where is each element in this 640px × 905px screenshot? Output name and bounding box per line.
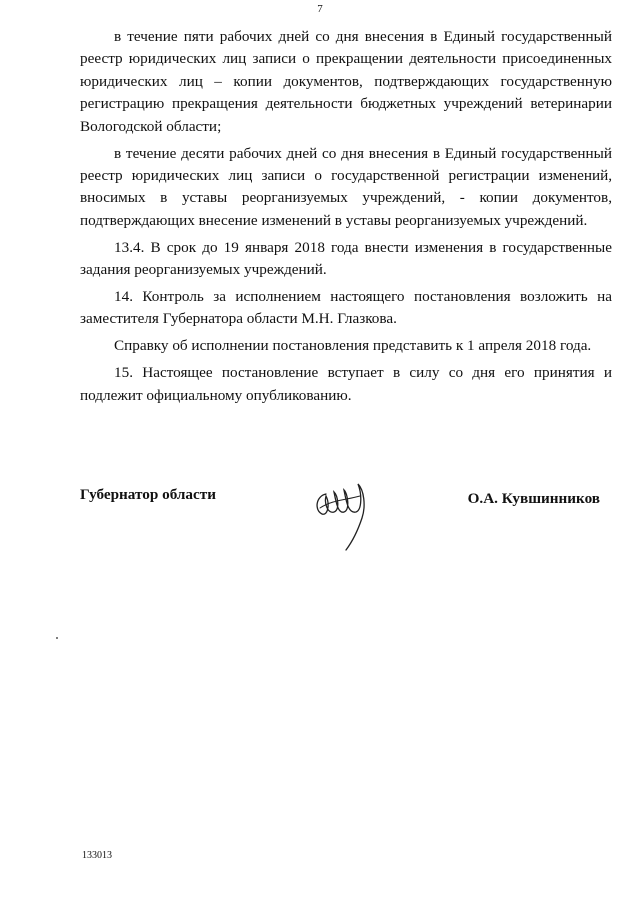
signature-block <box>80 484 600 564</box>
document-body <box>80 26 612 412</box>
paragraph-13-4: 13.4. В срок до 19 января 2018 года внести изменения в государственные задания реорганизуемых учреждений. <box>80 238 612 279</box>
page-number: 7 <box>317 3 323 15</box>
handwritten-signature-icon <box>312 470 382 552</box>
paragraph-registration-changes: в течение десяти рабочих дней со дня внесения в Единый государственный реестр юридических лиц записи о государственной регистрации изменений, вносимых в уставы реорганизуемых учреждений, - копии документов, подтверждающих внесение изменений в уставы реорганизуемых учреждений. <box>80 144 612 229</box>
signatory-title: Губернатор области <box>80 486 216 503</box>
document-code: 133013 <box>82 850 112 861</box>
paragraph-registration-termination: в течение пяти рабочих дней со дня внесения в Единый государственный реестр юридических лиц записи о прекращении деятельности присоединенных юридических лиц – копии документов, подтверждающих государственную регистрацию прекращения деятельности бюджетных учреждений ветеринарии Вологодской области; <box>80 28 612 135</box>
paragraph-report: Справку об исполнении постановления представить к 1 апреля 2018 года. <box>114 337 592 355</box>
signatory-name: О.А. Кувшинников <box>467 490 600 507</box>
paragraph-14: 14. Контроль за исполнением настоящего постановления возложить на заместителя Губернатора области М.Н. Глазкова. <box>80 287 612 328</box>
paragraph-15: 15. Настоящее постановление вступает в силу со дня его принятия и подлежит официальному опубликованию. <box>80 364 612 404</box>
margin-mark <box>56 637 58 639</box>
